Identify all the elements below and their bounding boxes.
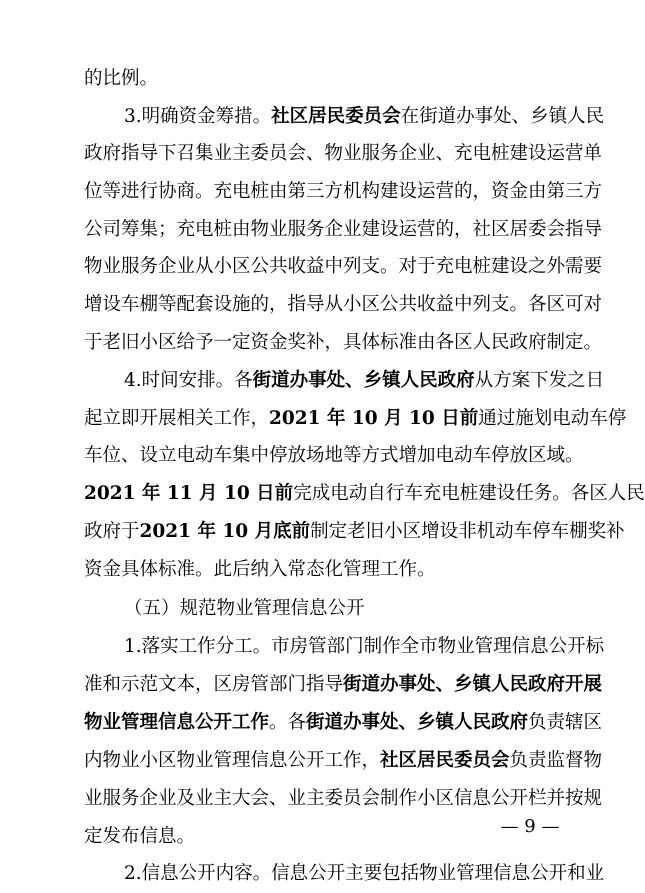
text-run: 3.明确资金筹措。 <box>124 106 272 127</box>
text-run: 制定老旧小区增设非机动车停车棚奖补 <box>310 521 625 542</box>
text-line <box>84 780 603 818</box>
text-line <box>84 400 627 438</box>
text-run: 起立即开展相关工作， <box>84 408 270 429</box>
text-line <box>84 666 603 704</box>
bold-text: 物业管理信息公开工作 <box>84 712 270 733</box>
text-run: 在街道办事处、乡镇人民 <box>400 106 605 127</box>
text-line <box>84 818 558 856</box>
text-line <box>124 855 605 893</box>
text-line <box>124 98 605 136</box>
page-number: — 9 — <box>500 816 560 837</box>
text-run: 于老旧小区给予一定资金奖补，具体标准由各区人民政府制定。 <box>84 332 603 353</box>
text-line <box>84 135 603 173</box>
text-line <box>84 475 645 513</box>
text-line <box>84 248 603 286</box>
text-run: 负责监督物 <box>509 750 603 771</box>
text-line <box>124 590 558 628</box>
bold-text: 街道办事处、乡镇人民政府 <box>306 712 529 733</box>
bold-text: 街道办事处、乡镇人民政府开展 <box>343 674 603 695</box>
text-run: 4.时间安排。各 <box>124 370 253 391</box>
bold-text: 街道办事处、乡镇人民政府 <box>252 370 475 391</box>
text-run: 从方案下发之日 <box>474 370 605 391</box>
text-run: 定发布信息。 <box>84 826 196 847</box>
bold-text: 2021 年 10 月 10 日前 <box>269 408 479 429</box>
text-run: 1.落实工作分工。市房管部门制作全市物业管理信息公开标 <box>124 636 605 657</box>
bold-text: 社区居民委员会 <box>271 106 401 127</box>
text-run: 通过施划电动车停 <box>478 408 627 429</box>
text-run: 业服务企业及业主大会、业主委员会制作小区信息公开栏并按规 <box>84 788 603 809</box>
bold-text: 社区居民委员会 <box>380 750 510 771</box>
text-line <box>84 742 603 780</box>
text-run: 2.信息公开内容。信息公开主要包括物业管理信息公开和业 <box>124 863 605 884</box>
text-run: 完成电动自行车充电桩建设任务。各区人民 <box>293 483 645 504</box>
text-run: 物业服务企业从小区公共收益中列支。对于充电桩建设之外需要 <box>84 256 603 277</box>
text-run: 负责辖区 <box>528 712 603 733</box>
text-line <box>84 704 603 742</box>
text-run: 公司筹集；充电桩由物业服务企业建设运营的，社区居委会指导 <box>84 219 603 240</box>
text-line <box>84 211 603 249</box>
text-line <box>124 362 605 400</box>
text-line <box>84 173 603 211</box>
text-run: 内物业小区物业管理信息公开工作， <box>84 750 381 771</box>
text-run: 准和示范文本，区房管部门指导 <box>84 674 344 695</box>
text-line <box>84 286 603 324</box>
text-line <box>84 551 558 589</box>
text-run: 的比例。 <box>84 68 159 89</box>
text-run: 位等进行协商。充电桩由第三方机构建设运营的，资金由第三方 <box>84 181 603 202</box>
bold-text: 2021 年 11 月 10 日前 <box>84 483 294 504</box>
text-run: 政府指导下召集业主委员会、物业服务企业、充电桩建设运营单 <box>84 143 603 164</box>
text-run: 政府于 <box>84 521 140 542</box>
bold-text: 2021 年 10 月底前 <box>139 521 311 542</box>
text-line <box>124 628 605 666</box>
text-run: （五）规范物业管理信息公开 <box>124 598 365 619</box>
text-line <box>84 513 625 551</box>
text-run: 。各 <box>269 712 307 733</box>
text-line <box>84 60 558 98</box>
text-run: 增设车棚等配套设施的，指导从小区公共收益中列支。各区可对 <box>84 294 603 315</box>
text-run: 车位、设立电动车集中停放场地等方式增加电动车停放区域。 <box>84 445 584 466</box>
text-run: 资金具体标准。此后纳入常态化管理工作。 <box>84 559 436 580</box>
text-line <box>84 324 603 362</box>
text-line <box>84 437 584 475</box>
